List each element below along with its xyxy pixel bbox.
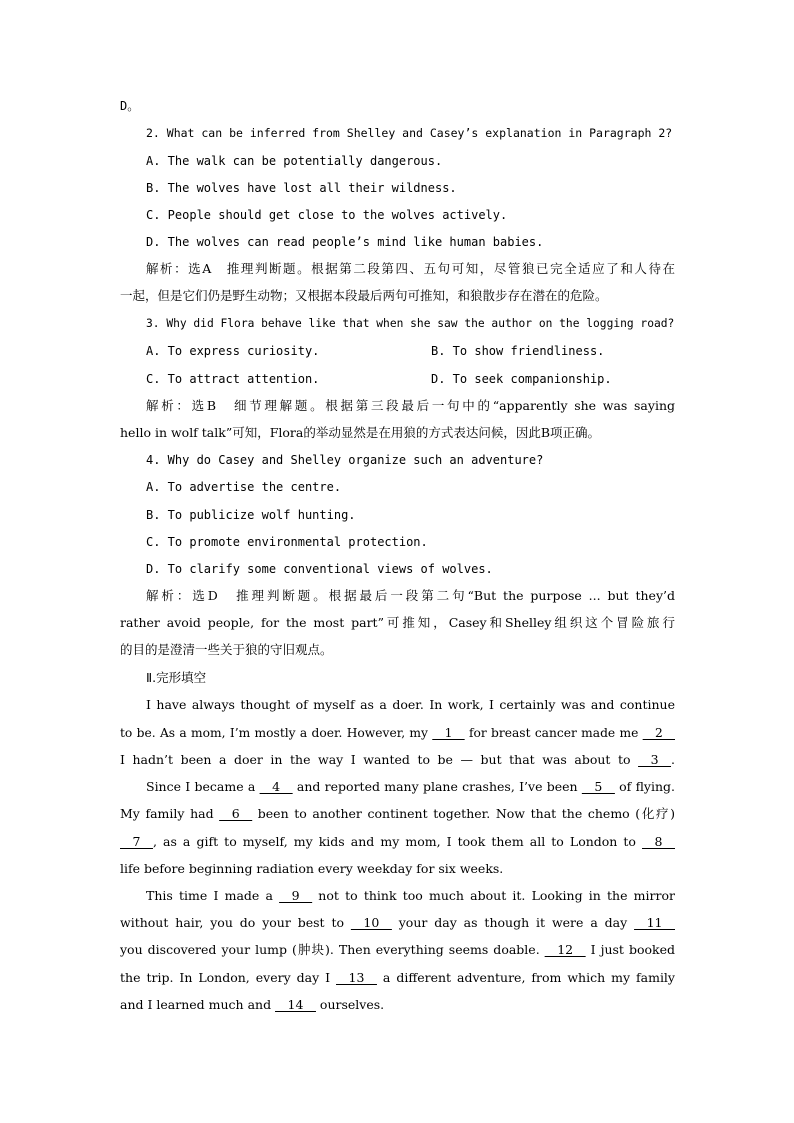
cloze-line-12: and I learned much and __14__ ourselves. — [120, 997, 385, 1012]
q2-option-a: A. The walk can be potentially dangerous. — [146, 154, 443, 168]
cloze-line-9: without hair, you do your best to __10__ your day as though it were a day __11__ — [120, 915, 675, 930]
cloze-line-3: I hadn’t been a doer in the way I wanted to be — but that was about to __3__. — [120, 752, 675, 767]
q2-analysis-line-2: 一起，但是它们仍是野生动物；又根据本段最后两句可推知，和狼散步存在潜在的危险。 — [120, 288, 608, 303]
blank-6[interactable]: __6__ — [219, 806, 253, 821]
answer-tail: D。 — [120, 99, 140, 113]
q3-option-d: D. To seek companionship. — [431, 372, 612, 386]
blank-9[interactable]: __9__ — [279, 888, 313, 903]
cloze-line-4: Since I became a __4__ and reported many plane crashes, I’ve been __5__ of flying. — [146, 779, 675, 794]
q4-option-b: B. To publicize wolf hunting. — [146, 508, 356, 522]
blank-1[interactable]: __1__ — [432, 726, 465, 740]
q2-option-b: B. The wolves have lost all their wildness. — [146, 181, 457, 195]
q4-analysis-line-1: 解析：选D 推理判断题。根据最后一段第二句“But the purpose ... but they’d — [146, 588, 675, 603]
question-3: 3. Why did Flora behave like that when she saw the author on the logging road? — [146, 317, 675, 330]
cloze-line-11: the trip. In London, every day I __13__ a different adventure, from which my family — [120, 970, 675, 985]
q3-option-a: A. To express curiosity. — [146, 344, 320, 358]
blank-8[interactable]: __8__ — [642, 834, 675, 849]
cloze-line-8: This time I made a __9__ not to think too much about it. Looking in the mirror — [146, 888, 675, 903]
q4-analysis-line-2: rather avoid people, for the most part”可推知，Casey和Shelley组织这个冒险旅行 — [120, 615, 675, 630]
q4-option-c: C. To promote environmental protection. — [146, 535, 428, 549]
blank-13[interactable]: __13__ — [336, 970, 377, 985]
q4-option-d: D. To clarify some conventional views of wolves. — [146, 562, 493, 576]
blank-11[interactable]: __11__ — [634, 915, 675, 930]
q2-option-d: D. The wolves can read people’s mind like human babies. — [146, 235, 544, 249]
cloze-line-6: __7__, as a gift to myself, my kids and my mom, I took them all to London to __8__ — [120, 834, 675, 849]
q3-option-b: B. To show friendliness. — [431, 344, 605, 358]
q3-analysis-line-2: hello in wolf talk”可知，Flora的举动显然是在用狼的方式表达问候，因此B项正确。 — [120, 425, 601, 440]
q3-analysis-line-1: 解析：选B 细节理解题。根据第三段最后一句中的“apparently she was saying — [146, 398, 675, 413]
q4-analysis-line-3: 的目的是澄清一些关于狼的守旧观点。 — [120, 642, 333, 657]
blank-3[interactable]: __3__ — [638, 752, 672, 767]
question-2: 2. What can be inferred from Shelley and Casey’s explanation in Paragraph 2? — [146, 126, 673, 140]
question-4: 4. Why do Casey and Shelley organize such an adventure? — [146, 453, 544, 467]
cloze-line-7: life before beginning radiation every weekday for six weeks. — [120, 861, 504, 876]
q4-option-a: A. To advertise the centre. — [146, 480, 342, 494]
blank-12[interactable]: __12__ — [544, 942, 586, 957]
cloze-line-2: to be. As a mom, I’m mostly a doer. However, my __1__ for breast cancer made me __2__ — [120, 726, 675, 740]
section-heading: Ⅱ.完形填空 — [146, 670, 207, 685]
blank-7[interactable]: __7__ — [120, 834, 153, 849]
cloze-line-1: I have always thought of myself as a doer. In work, I certainly was and continue — [146, 697, 675, 712]
cloze-line-10: you discovered your lump (肿块). Then everything seems doable. __12__ I just booked — [120, 942, 675, 957]
q2-analysis-line-1: 解析：选A 推理判断题。根据第二段第四、五句可知，尽管狼已完全适应了和人待在 — [146, 261, 675, 276]
blank-2[interactable]: __2__ — [642, 726, 675, 740]
q2-option-c: C. People should get close to the wolves actively. — [146, 208, 508, 222]
cloze-line-5: My family had __6__ been to another continent together. Now that the chemo (化疗) — [120, 806, 675, 821]
blank-5[interactable]: __5__ — [581, 779, 615, 794]
blank-14[interactable]: __14__ — [275, 997, 316, 1012]
q3-option-c: C. To attract attention. — [146, 372, 320, 386]
blank-4[interactable]: __4__ — [259, 779, 293, 794]
blank-10[interactable]: __10__ — [350, 915, 392, 930]
